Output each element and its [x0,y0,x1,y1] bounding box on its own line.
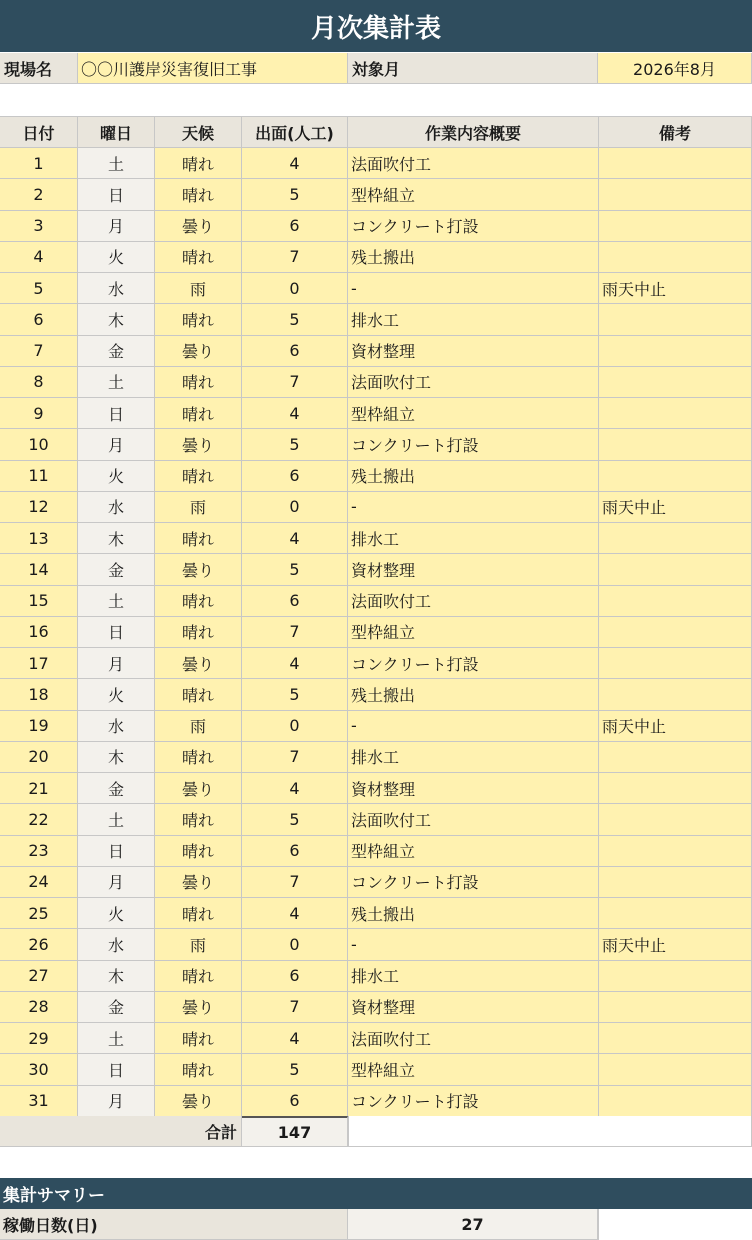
column-header-task: 作業内容概要 [348,116,599,148]
workers-cell[interactable]: 5 [242,429,348,460]
table-row [0,523,752,554]
table-row [0,898,752,929]
note-cell[interactable]: 雨天中止 [599,492,752,523]
site-info-row [0,53,752,84]
date-cell[interactable]: 15 [0,586,78,617]
date-cell[interactable]: 3 [0,211,78,242]
table-row [0,273,752,304]
table-row [0,617,752,648]
note-cell[interactable] [599,742,752,773]
column-header-weather: 天候 [155,116,242,148]
table-row [0,867,752,898]
note-cell[interactable]: 雨天中止 [599,711,752,742]
day-of-week-cell: 水 [78,273,155,304]
task-cell[interactable]: - [348,929,599,960]
note-cell[interactable] [599,961,752,992]
day-of-week-cell: 月 [78,429,155,460]
date-cell[interactable]: 13 [0,523,78,554]
day-of-week-cell: 土 [78,148,155,179]
workers-cell[interactable]: 7 [242,867,348,898]
table-row [0,992,752,1023]
note-cell[interactable] [599,242,752,273]
workers-cell[interactable]: 7 [242,742,348,773]
workers-cell[interactable]: 6 [242,586,348,617]
task-cell[interactable]: 排水工 [348,304,599,335]
note-cell[interactable] [599,461,752,492]
workers-cell[interactable]: 4 [242,148,348,179]
sheet-title: 月次集計表 [0,0,752,52]
table-row [0,679,752,710]
task-cell[interactable]: - [348,273,599,304]
note-cell[interactable] [599,867,752,898]
table-row [0,711,752,742]
summary-row-blank [598,1209,752,1240]
weather-cell[interactable]: 曇り [155,1086,242,1117]
table-row [0,211,752,242]
weather-cell[interactable]: 曇り [155,773,242,804]
operating-days-value: 27 [348,1209,598,1240]
note-cell[interactable] [599,836,752,867]
task-cell[interactable]: 残土搬出 [348,242,599,273]
weather-cell[interactable]: 晴れ [155,804,242,835]
note-cell[interactable] [599,148,752,179]
date-cell[interactable]: 18 [0,679,78,710]
weather-cell[interactable]: 晴れ [155,1023,242,1054]
task-cell[interactable]: 型枠組立 [348,398,599,429]
task-cell[interactable]: 残土搬出 [348,679,599,710]
weather-cell[interactable]: 晴れ [155,242,242,273]
note-cell[interactable] [599,898,752,929]
weather-cell[interactable]: 曇り [155,211,242,242]
day-of-week-cell: 水 [78,929,155,960]
table-row [0,554,752,585]
weather-cell[interactable]: 曇り [155,429,242,460]
weather-cell[interactable]: 晴れ [155,961,242,992]
table-row [0,961,752,992]
note-cell[interactable] [599,1086,752,1117]
note-cell[interactable] [599,523,752,554]
note-cell[interactable] [599,554,752,585]
workers-cell[interactable]: 5 [242,804,348,835]
task-cell[interactable]: 法面吹付工 [348,367,599,398]
day-of-week-cell: 日 [78,398,155,429]
note-cell[interactable] [599,211,752,242]
task-cell[interactable]: 法面吹付工 [348,586,599,617]
workers-cell[interactable]: 0 [242,492,348,523]
workers-cell[interactable]: 7 [242,992,348,1023]
workers-cell[interactable]: 4 [242,648,348,679]
date-cell[interactable]: 11 [0,461,78,492]
weather-cell[interactable]: 晴れ [155,367,242,398]
task-cell[interactable]: 型枠組立 [348,1054,599,1085]
date-cell[interactable]: 17 [0,648,78,679]
workers-cell[interactable]: 7 [242,617,348,648]
day-of-week-cell: 木 [78,304,155,335]
weather-cell[interactable]: 晴れ [155,461,242,492]
workers-cell[interactable]: 6 [242,461,348,492]
workers-cell[interactable]: 6 [242,961,348,992]
weather-cell[interactable]: 晴れ [155,617,242,648]
weather-cell[interactable]: 晴れ [155,398,242,429]
workers-cell[interactable]: 5 [242,1054,348,1085]
total-row-blank [348,1116,752,1147]
task-cell[interactable]: 排水工 [348,961,599,992]
table-row [0,1023,752,1054]
table-row [0,773,752,804]
task-cell[interactable]: コンクリート打設 [348,867,599,898]
day-of-week-cell: 月 [78,648,155,679]
day-of-week-cell: 日 [78,836,155,867]
workers-cell[interactable]: 7 [242,367,348,398]
workers-cell[interactable]: 6 [242,836,348,867]
date-cell[interactable]: 1 [0,148,78,179]
table-row [0,836,752,867]
table-row [0,1054,752,1085]
table-row [0,648,752,679]
daily-table-body [0,148,752,1117]
note-cell[interactable] [599,804,752,835]
workers-cell[interactable]: 4 [242,773,348,804]
task-cell[interactable]: 排水工 [348,742,599,773]
task-cell[interactable]: 型枠組立 [348,179,599,210]
weather-cell[interactable]: 曇り [155,992,242,1023]
workers-cell[interactable]: 4 [242,1023,348,1054]
site-name-label: 現場名 [0,53,78,84]
task-cell[interactable]: コンクリート打設 [348,211,599,242]
table-row [0,304,752,335]
day-of-week-cell: 水 [78,711,155,742]
date-cell[interactable]: 23 [0,836,78,867]
note-cell[interactable] [599,1054,752,1085]
column-header-date: 日付 [0,116,78,148]
date-cell[interactable]: 6 [0,304,78,335]
table-row [0,398,752,429]
note-cell[interactable] [599,336,752,367]
note-cell[interactable] [599,679,752,710]
total-row [0,1116,752,1147]
date-cell[interactable]: 4 [0,242,78,273]
day-of-week-cell: 月 [78,867,155,898]
table-row [0,179,752,210]
operating-days-label: 稼働日数(日) [0,1209,348,1240]
workers-cell[interactable]: 5 [242,554,348,585]
table-row [0,461,752,492]
weather-cell[interactable]: 晴れ [155,679,242,710]
workers-cell[interactable]: 6 [242,1086,348,1117]
table-row [0,429,752,460]
day-of-week-cell: 月 [78,211,155,242]
note-cell[interactable] [599,367,752,398]
table-row [0,586,752,617]
note-cell[interactable] [599,773,752,804]
day-of-week-cell: 土 [78,586,155,617]
day-of-week-cell: 木 [78,523,155,554]
table-row [0,742,752,773]
task-cell[interactable]: 資材整理 [348,554,599,585]
date-cell[interactable]: 10 [0,429,78,460]
day-of-week-cell: 金 [78,992,155,1023]
day-of-week-cell: 水 [78,492,155,523]
column-header-day-of-week: 曜日 [78,116,155,148]
workers-cell[interactable]: 4 [242,523,348,554]
weather-cell[interactable]: 雨 [155,929,242,960]
date-cell[interactable]: 26 [0,929,78,960]
day-of-week-cell: 木 [78,961,155,992]
task-cell[interactable]: 法面吹付工 [348,148,599,179]
workers-cell[interactable]: 7 [242,242,348,273]
note-cell[interactable] [599,617,752,648]
weather-cell[interactable]: 雨 [155,273,242,304]
weather-cell[interactable]: 曇り [155,867,242,898]
workers-cell[interactable]: 0 [242,711,348,742]
date-cell[interactable]: 2 [0,179,78,210]
date-cell[interactable]: 29 [0,1023,78,1054]
table-row [0,1086,752,1117]
task-cell[interactable]: 資材整理 [348,992,599,1023]
table-header [0,116,752,148]
note-cell[interactable] [599,648,752,679]
date-cell[interactable]: 27 [0,961,78,992]
workers-cell[interactable]: 4 [242,898,348,929]
note-cell[interactable] [599,1023,752,1054]
date-cell[interactable]: 5 [0,273,78,304]
date-cell[interactable]: 21 [0,773,78,804]
workers-cell[interactable]: 5 [242,679,348,710]
workers-cell[interactable]: 4 [242,398,348,429]
table-row [0,804,752,835]
weather-cell[interactable]: 晴れ [155,742,242,773]
workers-cell[interactable]: 0 [242,273,348,304]
day-of-week-cell: 火 [78,898,155,929]
date-cell[interactable]: 12 [0,492,78,523]
task-cell[interactable]: 資材整理 [348,773,599,804]
day-of-week-cell: 金 [78,554,155,585]
weather-cell[interactable]: 晴れ [155,586,242,617]
table-row [0,148,752,179]
task-cell[interactable]: 残土搬出 [348,898,599,929]
day-of-week-cell: 金 [78,336,155,367]
total-value: 147 [242,1116,348,1147]
note-cell[interactable] [599,586,752,617]
workers-cell[interactable]: 6 [242,336,348,367]
task-cell[interactable]: コンクリート打設 [348,1086,599,1117]
date-cell[interactable]: 8 [0,367,78,398]
task-cell[interactable]: 型枠組立 [348,836,599,867]
task-cell[interactable]: - [348,711,599,742]
task-cell[interactable]: 資材整理 [348,336,599,367]
note-cell[interactable] [599,429,752,460]
date-cell[interactable]: 22 [0,804,78,835]
day-of-week-cell: 日 [78,617,155,648]
column-header-workers: 出面(人工) [242,116,348,148]
task-cell[interactable]: コンクリート打設 [348,429,599,460]
target-month-field[interactable]: 2026年8月 [598,53,752,84]
task-cell[interactable]: コンクリート打設 [348,648,599,679]
table-row [0,242,752,273]
note-cell[interactable]: 雨天中止 [599,929,752,960]
weather-cell[interactable]: 曇り [155,554,242,585]
site-name-field[interactable]: 〇〇川護岸災害復旧工事 [78,53,348,84]
day-of-week-cell: 木 [78,742,155,773]
weather-cell[interactable]: 晴れ [155,304,242,335]
weather-cell[interactable]: 曇り [155,336,242,367]
table-row [0,492,752,523]
note-cell[interactable]: 雨天中止 [599,273,752,304]
task-cell[interactable]: 排水工 [348,523,599,554]
day-of-week-cell: 月 [78,1086,155,1117]
total-label: 合計 [0,1116,242,1147]
date-cell[interactable]: 30 [0,1054,78,1085]
note-cell[interactable] [599,304,752,335]
note-cell[interactable] [599,398,752,429]
day-of-week-cell: 日 [78,1054,155,1085]
day-of-week-cell: 火 [78,461,155,492]
day-of-week-cell: 土 [78,1023,155,1054]
date-cell[interactable]: 24 [0,867,78,898]
weather-cell[interactable]: 雨 [155,711,242,742]
workers-cell[interactable]: 5 [242,304,348,335]
table-row [0,367,752,398]
weather-cell[interactable]: 晴れ [155,1054,242,1085]
workers-cell[interactable]: 5 [242,179,348,210]
summary-row [0,1209,752,1240]
date-cell[interactable]: 25 [0,898,78,929]
date-cell[interactable]: 9 [0,398,78,429]
workers-cell[interactable]: 6 [242,211,348,242]
day-of-week-cell: 土 [78,367,155,398]
weather-cell[interactable]: 晴れ [155,148,242,179]
task-cell[interactable]: 法面吹付工 [348,1023,599,1054]
weather-cell[interactable]: 晴れ [155,836,242,867]
date-cell[interactable]: 20 [0,742,78,773]
summary-header: 集計サマリー [0,1178,752,1209]
task-cell[interactable]: 残土搬出 [348,461,599,492]
day-of-week-cell: 火 [78,679,155,710]
task-cell[interactable]: - [348,492,599,523]
date-cell[interactable]: 7 [0,336,78,367]
weather-cell[interactable]: 晴れ [155,179,242,210]
workers-cell[interactable]: 0 [242,929,348,960]
column-header-note: 備考 [599,116,752,148]
weather-cell[interactable]: 曇り [155,648,242,679]
task-cell[interactable]: 型枠組立 [348,617,599,648]
task-cell[interactable]: 法面吹付工 [348,804,599,835]
target-month-label: 対象月 [348,53,598,84]
weather-cell[interactable]: 晴れ [155,898,242,929]
table-row [0,929,752,960]
date-cell[interactable]: 19 [0,711,78,742]
date-cell[interactable]: 16 [0,617,78,648]
date-cell[interactable]: 28 [0,992,78,1023]
table-row [0,336,752,367]
date-cell[interactable]: 14 [0,554,78,585]
note-cell[interactable] [599,179,752,210]
weather-cell[interactable]: 雨 [155,492,242,523]
weather-cell[interactable]: 晴れ [155,523,242,554]
day-of-week-cell: 金 [78,773,155,804]
note-cell[interactable] [599,992,752,1023]
day-of-week-cell: 日 [78,179,155,210]
day-of-week-cell: 土 [78,804,155,835]
day-of-week-cell: 火 [78,242,155,273]
date-cell[interactable]: 31 [0,1086,78,1117]
